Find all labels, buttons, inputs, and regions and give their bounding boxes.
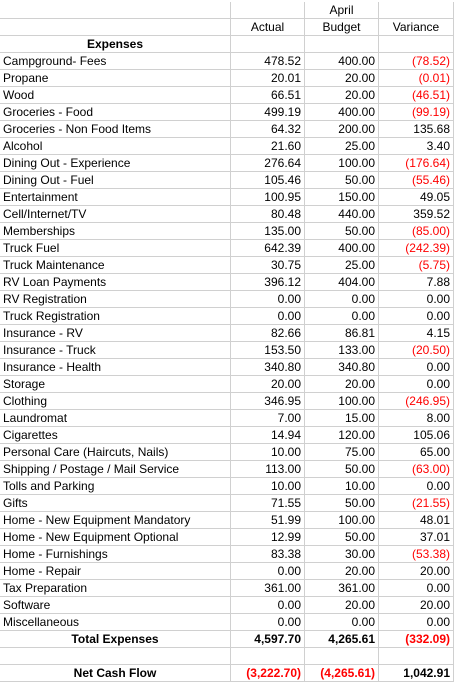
header-row-columns <box>0 19 454 36</box>
budget-value[interactable]: 361.00 <box>305 580 379 597</box>
expense-label[interactable]: Campground- Fees <box>0 53 231 70</box>
budget-value[interactable]: 50.00 <box>305 223 379 240</box>
actual-value[interactable]: 14.94 <box>231 427 305 444</box>
actual-value[interactable]: 642.39 <box>231 240 305 257</box>
variance-value[interactable]: 4.15 <box>379 325 454 342</box>
variance-value[interactable]: 8.00 <box>379 410 454 427</box>
budget-value[interactable]: 50.00 <box>305 461 379 478</box>
expense-label[interactable]: Alcohol <box>0 138 231 155</box>
actual-value[interactable]: 346.95 <box>231 393 305 410</box>
variance-value[interactable]: (78.52) <box>379 53 454 70</box>
table-row <box>0 155 454 172</box>
variance-value[interactable]: 7.88 <box>379 274 454 291</box>
total-actual[interactable]: 4,597.70 <box>231 631 305 648</box>
variance-value[interactable]: 359.52 <box>379 206 454 223</box>
actual-value[interactable]: 478.52 <box>231 53 305 70</box>
actual-value[interactable]: 0.00 <box>231 597 305 614</box>
table-row <box>0 53 454 70</box>
actual-value[interactable]: 71.55 <box>231 495 305 512</box>
table-row <box>0 189 454 206</box>
budget-value[interactable]: 15.00 <box>305 410 379 427</box>
actual-value[interactable]: 20.00 <box>231 376 305 393</box>
budget-value[interactable]: 120.00 <box>305 427 379 444</box>
budget-value[interactable]: 75.00 <box>305 444 379 461</box>
actual-value[interactable]: 153.50 <box>231 342 305 359</box>
expense-label[interactable]: Personal Care (Haircuts, Nails) <box>0 444 231 461</box>
table-row <box>0 478 454 495</box>
variance-value[interactable]: 0.00 <box>379 580 454 597</box>
expense-label[interactable]: Home - New Equipment Optional <box>0 529 231 546</box>
blank-cell[interactable] <box>379 648 454 665</box>
budget-value[interactable]: 86.81 <box>305 325 379 342</box>
net-variance[interactable]: 1,042.91 <box>379 665 454 682</box>
actual-value[interactable]: 20.01 <box>231 70 305 87</box>
expenses-section-label[interactable]: Expenses <box>0 36 231 53</box>
expense-label[interactable]: Insurance - RV <box>0 325 231 342</box>
expense-label[interactable]: Cell/Internet/TV <box>0 206 231 223</box>
actual-value[interactable]: 113.00 <box>231 461 305 478</box>
actual-value[interactable]: 100.95 <box>231 189 305 206</box>
total-label[interactable]: Total Expenses <box>0 631 231 648</box>
actual-value[interactable]: 499.19 <box>231 104 305 121</box>
actual-value[interactable]: 135.00 <box>231 223 305 240</box>
expense-label[interactable]: Truck Fuel <box>0 240 231 257</box>
table-row <box>0 206 454 223</box>
budget-value[interactable]: 50.00 <box>305 495 379 512</box>
variance-value[interactable]: 65.00 <box>379 444 454 461</box>
table-row <box>0 172 454 189</box>
expense-label[interactable]: Clothing <box>0 393 231 410</box>
blank-row <box>0 648 454 665</box>
total-budget[interactable]: 4,265.61 <box>305 631 379 648</box>
variance-value[interactable]: 0.00 <box>379 308 454 325</box>
table-row <box>0 376 454 393</box>
budget-value[interactable]: 20.00 <box>305 376 379 393</box>
table-row <box>0 512 454 529</box>
variance-value[interactable]: 37.01 <box>379 529 454 546</box>
table-row <box>0 410 454 427</box>
budget-value[interactable]: 133.00 <box>305 342 379 359</box>
expense-label[interactable]: Entertainment <box>0 189 231 206</box>
table-row <box>0 461 454 478</box>
actual-header[interactable]: Actual <box>231 19 305 36</box>
variance-value[interactable]: 105.06 <box>379 427 454 444</box>
variance-value[interactable]: (63.00) <box>379 461 454 478</box>
actual-value[interactable]: 10.00 <box>231 478 305 495</box>
variance-value[interactable]: 20.00 <box>379 563 454 580</box>
budget-value[interactable]: 150.00 <box>305 189 379 206</box>
budget-value[interactable]: 20.00 <box>305 87 379 104</box>
budget-value[interactable]: 400.00 <box>305 53 379 70</box>
expense-label[interactable]: Tolls and Parking <box>0 478 231 495</box>
month-header[interactable]: April <box>305 2 379 19</box>
actual-value[interactable]: 7.00 <box>231 410 305 427</box>
budget-value[interactable]: 404.00 <box>305 274 379 291</box>
variance-value[interactable]: (85.00) <box>379 223 454 240</box>
budget-value[interactable]: 100.00 <box>305 393 379 410</box>
actual-value[interactable]: 0.00 <box>231 563 305 580</box>
actual-value[interactable]: 30.75 <box>231 257 305 274</box>
expense-label[interactable]: Cigarettes <box>0 427 231 444</box>
budget-value[interactable]: 0.00 <box>305 614 379 631</box>
table-row <box>0 359 454 376</box>
budget-value[interactable]: 400.00 <box>305 240 379 257</box>
variance-value[interactable]: (20.50) <box>379 342 454 359</box>
table-row <box>0 104 454 121</box>
expense-label[interactable]: Groceries - Non Food Items <box>0 121 231 138</box>
table-row <box>0 223 454 240</box>
actual-value[interactable]: 276.64 <box>231 155 305 172</box>
actual-value[interactable]: 80.48 <box>231 206 305 223</box>
actual-value[interactable]: 83.38 <box>231 546 305 563</box>
budget-value[interactable]: 340.80 <box>305 359 379 376</box>
net-label[interactable]: Net Cash Flow <box>0 665 231 682</box>
table-row <box>0 274 454 291</box>
total-expenses-row <box>0 631 454 648</box>
expense-label[interactable]: Dining Out - Fuel <box>0 172 231 189</box>
budget-value[interactable]: 30.00 <box>305 546 379 563</box>
actual-value[interactable]: 361.00 <box>231 580 305 597</box>
expense-label[interactable]: Wood <box>0 87 231 104</box>
header-row-month <box>0 2 454 19</box>
actual-value[interactable]: 51.99 <box>231 512 305 529</box>
variance-value[interactable]: (46.51) <box>379 87 454 104</box>
expense-label[interactable]: RV Registration <box>0 291 231 308</box>
variance-value[interactable]: (0.01) <box>379 70 454 87</box>
budget-value[interactable]: 25.00 <box>305 257 379 274</box>
actual-value[interactable]: 12.99 <box>231 529 305 546</box>
actual-value[interactable]: 82.66 <box>231 325 305 342</box>
table-row <box>0 342 454 359</box>
actual-value[interactable]: 0.00 <box>231 291 305 308</box>
table-row <box>0 70 454 87</box>
variance-header[interactable]: Variance <box>379 19 454 36</box>
expense-label[interactable]: Memberships <box>0 223 231 240</box>
header-blank-cell[interactable] <box>231 2 305 19</box>
net-budget[interactable]: (4,265.61) <box>305 665 379 682</box>
header-blank-cell[interactable] <box>379 2 454 19</box>
expense-label[interactable]: Tax Preparation <box>0 580 231 597</box>
actual-value[interactable]: 105.46 <box>231 172 305 189</box>
expense-label[interactable]: Miscellaneous <box>0 614 231 631</box>
expense-label[interactable]: Insurance - Truck <box>0 342 231 359</box>
table-row <box>0 393 454 410</box>
blank-cell[interactable] <box>231 36 305 53</box>
table-row <box>0 257 454 274</box>
actual-value[interactable]: 21.60 <box>231 138 305 155</box>
table-row <box>0 546 454 563</box>
blank-cell[interactable] <box>305 36 379 53</box>
table-row <box>0 563 454 580</box>
variance-value[interactable]: (55.46) <box>379 172 454 189</box>
budget-value[interactable]: 20.00 <box>305 70 379 87</box>
variance-value[interactable]: (176.64) <box>379 155 454 172</box>
table-row <box>0 138 454 155</box>
expense-label[interactable]: Storage <box>0 376 231 393</box>
table-row <box>0 427 454 444</box>
variance-value[interactable]: 135.68 <box>379 121 454 138</box>
expense-label[interactable]: RV Loan Payments <box>0 274 231 291</box>
budget-value[interactable]: 0.00 <box>305 308 379 325</box>
table-row <box>0 87 454 104</box>
expense-label[interactable]: Home - Repair <box>0 563 231 580</box>
table-row <box>0 597 454 614</box>
blank-cell[interactable] <box>0 648 231 665</box>
actual-value[interactable]: 340.80 <box>231 359 305 376</box>
variance-value[interactable]: (99.19) <box>379 104 454 121</box>
budget-value[interactable]: 50.00 <box>305 172 379 189</box>
budget-header[interactable]: Budget <box>305 19 379 36</box>
header-blank-cell[interactable] <box>0 2 231 19</box>
table-row <box>0 121 454 138</box>
expense-label[interactable]: Home - Furnishings <box>0 546 231 563</box>
budget-value[interactable]: 20.00 <box>305 563 379 580</box>
actual-value[interactable]: 10.00 <box>231 444 305 461</box>
variance-value[interactable]: (242.39) <box>379 240 454 257</box>
expense-label[interactable]: Propane <box>0 70 231 87</box>
variance-value[interactable]: (246.95) <box>379 393 454 410</box>
blank-cell[interactable] <box>305 648 379 665</box>
expense-label[interactable]: Laundromat <box>0 410 231 427</box>
table-row <box>0 291 454 308</box>
budget-value[interactable]: 400.00 <box>305 104 379 121</box>
table-row <box>0 580 454 597</box>
expense-label[interactable]: Groceries - Food <box>0 104 231 121</box>
actual-value[interactable]: 66.51 <box>231 87 305 104</box>
table-row <box>0 495 454 512</box>
variance-value[interactable]: 48.01 <box>379 512 454 529</box>
table-row <box>0 325 454 342</box>
variance-value[interactable]: 3.40 <box>379 138 454 155</box>
table-row <box>0 529 454 546</box>
actual-value[interactable]: 64.32 <box>231 121 305 138</box>
variance-value[interactable]: (5.75) <box>379 257 454 274</box>
section-row-expenses <box>0 36 454 53</box>
expense-label[interactable]: Truck Maintenance <box>0 257 231 274</box>
actual-value[interactable]: 0.00 <box>231 308 305 325</box>
variance-value[interactable]: 0.00 <box>379 376 454 393</box>
variance-value[interactable]: 49.05 <box>379 189 454 206</box>
table-row <box>0 308 454 325</box>
budget-value[interactable]: 200.00 <box>305 121 379 138</box>
expense-label[interactable]: Home - New Equipment Mandatory <box>0 512 231 529</box>
blank-cell[interactable] <box>379 36 454 53</box>
variance-value[interactable]: 0.00 <box>379 359 454 376</box>
budget-value[interactable]: 100.00 <box>305 155 379 172</box>
expense-label[interactable]: Software <box>0 597 231 614</box>
actual-value[interactable]: 0.00 <box>231 614 305 631</box>
total-variance[interactable]: (332.09) <box>379 631 454 648</box>
header-blank-cell[interactable] <box>0 19 231 36</box>
variance-value[interactable]: 0.00 <box>379 614 454 631</box>
budget-value[interactable]: 25.00 <box>305 138 379 155</box>
budget-value[interactable]: 10.00 <box>305 478 379 495</box>
budget-value[interactable]: 0.00 <box>305 291 379 308</box>
variance-value[interactable]: (21.55) <box>379 495 454 512</box>
table-row <box>0 444 454 461</box>
table-row <box>0 240 454 257</box>
blank-cell[interactable] <box>231 648 305 665</box>
variance-value[interactable]: 20.00 <box>379 597 454 614</box>
variance-value[interactable]: (53.38) <box>379 546 454 563</box>
budget-value[interactable]: 50.00 <box>305 529 379 546</box>
net-actual[interactable]: (3,222.70) <box>231 665 305 682</box>
budget-value[interactable]: 20.00 <box>305 597 379 614</box>
variance-value[interactable]: 0.00 <box>379 291 454 308</box>
expense-label[interactable]: Gifts <box>0 495 231 512</box>
expense-label[interactable]: Truck Registration <box>0 308 231 325</box>
budget-value[interactable]: 100.00 <box>305 512 379 529</box>
expense-label[interactable]: Shipping / Postage / Mail Service <box>0 461 231 478</box>
net-cash-flow-row <box>0 665 454 682</box>
variance-value[interactable]: 0.00 <box>379 478 454 495</box>
expense-label[interactable]: Dining Out - Experience <box>0 155 231 172</box>
actual-value[interactable]: 396.12 <box>231 274 305 291</box>
expense-label[interactable]: Insurance - Health <box>0 359 231 376</box>
table-row <box>0 614 454 631</box>
budget-value[interactable]: 440.00 <box>305 206 379 223</box>
